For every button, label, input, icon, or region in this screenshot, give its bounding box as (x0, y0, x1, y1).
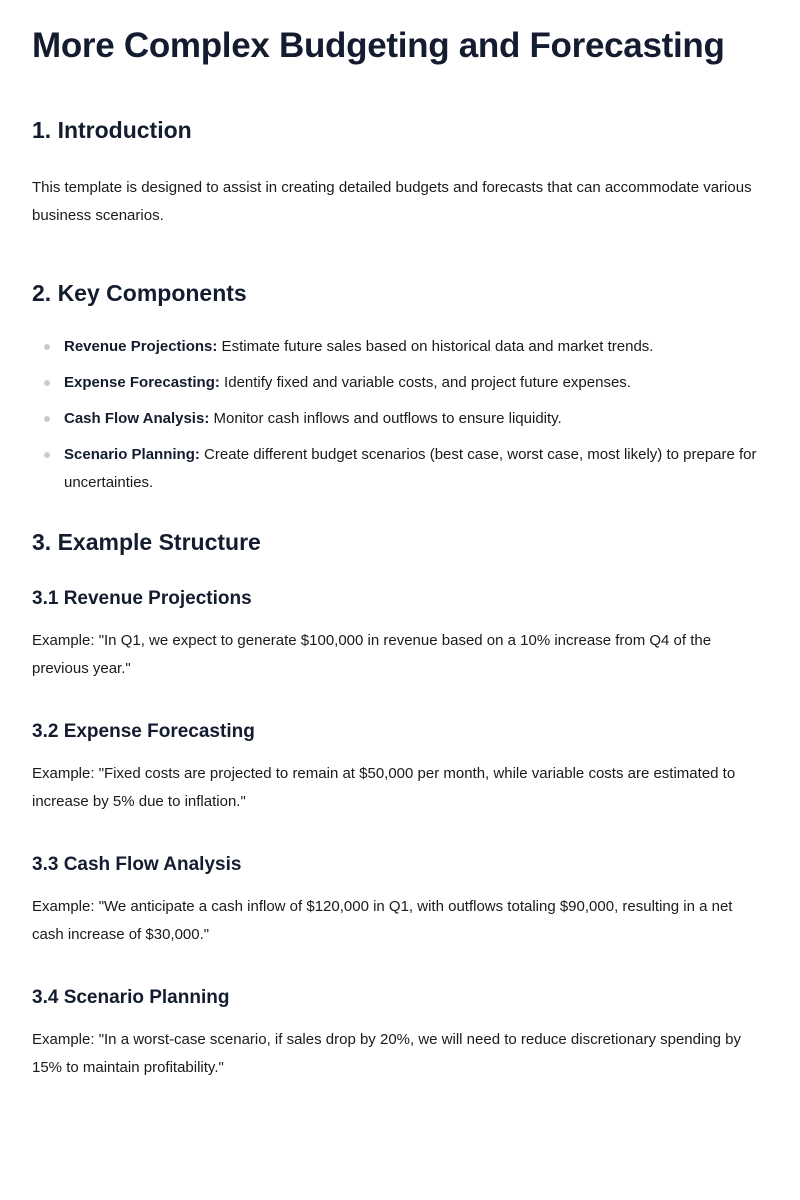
section-heading-introduction: 1. Introduction (32, 117, 192, 143)
section-example-structure (32, 527, 768, 1082)
list-item-label: Revenue Projections: (64, 338, 218, 355)
subsection-paragraph-scenario-planning: Example: "In a worst-case scenario, if sales drop by 20%, we will need to reduce discretionary spending by 15% to maintain profitability." (32, 1031, 742, 1076)
list-item-label: Expense Forecasting: (64, 374, 220, 391)
section-introduction (32, 115, 768, 230)
subsection-paragraph-revenue-projections: Example: "In Q1, we expect to generate $100,000 in revenue based on a 10% increase from Q4 of the previous year." (32, 632, 712, 677)
subsection-heading-scenario-planning: 3.4 Scenario Planning (32, 987, 230, 1008)
subsection-paragraph-expense-forecasting: Example: "Fixed costs are projected to remain at $50,000 per month, while variable costs are estimated to increase by 5% due to inflation." (32, 765, 736, 810)
list-item-text: Identify fixed and variable costs, and project future expenses. (219, 374, 631, 391)
list-item (32, 369, 768, 397)
list-item-label: Cash Flow Analysis: (64, 410, 210, 427)
list-item-label: Scenario Planning: (64, 446, 200, 463)
bullet-icon (44, 452, 50, 458)
introduction-paragraph: This template is designed to assist in creating detailed budgets and forecasts that can accommodate various business scenarios. (32, 179, 752, 224)
bullet-icon (44, 344, 50, 350)
subsection-heading-revenue-projections: 3.1 Revenue Projections (32, 588, 252, 609)
section-key-components (32, 278, 768, 497)
list-item-text: Create different budget scenarios (best case, worst case, most likely) to prepare for uncertainties. (64, 446, 757, 491)
list-item (32, 333, 768, 361)
list-item-text: Estimate future sales based on historical data and market trends. (217, 338, 654, 355)
page-title: More Complex Budgeting and Forecasting (32, 26, 725, 65)
section-heading-key-components: 2. Key Components (32, 280, 247, 306)
bullet-icon (44, 416, 50, 422)
bullet-icon (44, 380, 50, 386)
list-item (32, 405, 768, 433)
key-components-list (32, 333, 768, 497)
list-item (32, 441, 768, 497)
subsection-heading-expense-forecasting: 3.2 Expense Forecasting (32, 721, 255, 742)
subsection-heading-cash-flow-analysis: 3.3 Cash Flow Analysis (32, 854, 242, 875)
subsection-paragraph-cash-flow-analysis: Example: "We anticipate a cash inflow of $120,000 in Q1, with outflows totaling $90,000, resulting in a net cash increase of $30,000." (32, 898, 733, 943)
section-heading-example-structure: 3. Example Structure (32, 529, 261, 555)
list-item-text: Monitor cash inflows and outflows to ensure liquidity. (209, 410, 562, 427)
